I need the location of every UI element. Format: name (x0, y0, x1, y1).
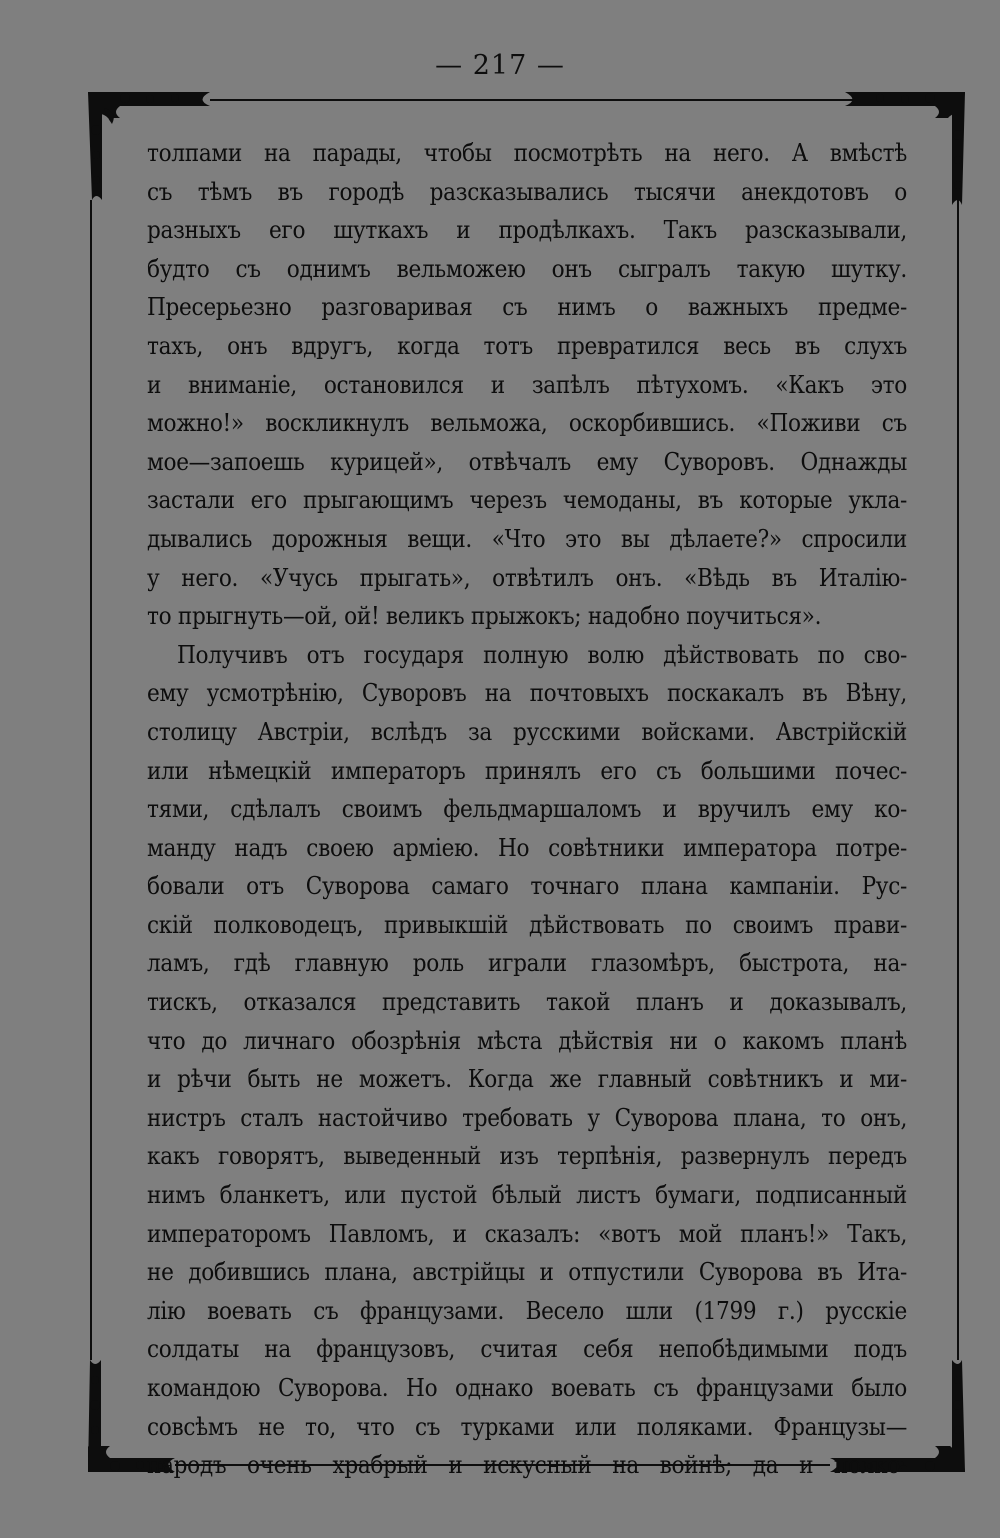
text-line: какъ говорятъ, выведенный изъ терпѣнія, развернулъ передъ (147, 1142, 907, 1171)
text-line: не добившись плана, австрійцы и отпустили Суворова въ Ита- (147, 1258, 907, 1287)
text-line: можно!» воскликнулъ вельможа, оскорбившись. «Поживи съ (147, 409, 907, 438)
text-line: и вниманіе, остановился и запѣлъ пѣтухомъ. «Какъ это (147, 370, 907, 399)
text-line: народъ очень храбрый и искусный на войнѣ; да и полко- (147, 1451, 907, 1480)
text-line: съ тѣмъ въ городѣ разсказывались тысячи анекдотовъ о (147, 177, 907, 206)
text-line: ему усмотрѣнію, Суворовъ на почтовыхъ поскакалъ въ Вѣну, (147, 679, 907, 708)
text-line: тями, сдѣлалъ своимъ фельдмаршаломъ и вручилъ ему ко- (147, 795, 907, 824)
text-line: и рѣчи быть не можетъ. Когда же главный совѣтникъ и ми- (147, 1065, 907, 1094)
text-line: Пресерьезно разговаривая съ нимъ о важныхъ предме- (147, 293, 907, 322)
text-line: лію воевать съ французами. Весело шли (1799 г.) русскіе (147, 1296, 907, 1325)
text-line: ламъ, гдѣ главную роль играли глазомѣръ, быстрота, на- (147, 949, 907, 978)
text-line: столицу Австріи, вслѣдъ за русскими войсками. Австрійскій (147, 717, 907, 746)
text-line: у него. «Учусь прыгать», отвѣтилъ онъ. «Вѣдь въ Италію- (147, 563, 907, 592)
text-line: бовали отъ Суворова самаго точнаго плана кампаніи. Рус- (147, 872, 907, 901)
text-line: совсѣмъ не то, что съ турками или поляками. Французы— (147, 1412, 907, 1441)
text-line: разныхъ его шуткахъ и продѣлкахъ. Такъ разсказывали, (147, 216, 907, 245)
text-line: или нѣмецкій императоръ принялъ его съ большими почес- (147, 756, 907, 785)
text-line: будто съ однимъ вельможею онъ сыгралъ такую шутку. (147, 254, 907, 283)
text-line: застали его прыгающимъ черезъ чемоданы, въ которые укла- (147, 486, 907, 515)
text-line: то прыгнуть—ой, ой! великъ прыжокъ; надобно поучиться». (147, 602, 822, 631)
text-line: что до личнаго обозрѣнія мѣста дѣйствія ни о какомъ планѣ (147, 1026, 907, 1055)
text-line: тахъ, онъ вдругъ, когда тотъ превратился весь въ слухъ (147, 331, 907, 360)
text-line: скій полководецъ, привыкшій дѣйствовать по своимъ прави- (147, 910, 907, 939)
text-line: манду надъ своею арміею. Но совѣтники императора потре- (147, 833, 907, 862)
body-text (147, 134, 907, 1485)
page-number: — 217 — (435, 50, 565, 81)
text-line: толпами на парады, чтобы посмотрѣть на него. А вмѣстѣ (147, 139, 907, 167)
text-line: нистръ сталъ настойчиво требовать у Суворова плана, то онъ, (147, 1103, 907, 1132)
text-line: нимъ бланкетъ, или пустой бѣлый листъ бумаги, подписанный (147, 1181, 907, 1210)
text-line: Получивъ отъ государя полную волю дѣйствовать по сво- (177, 640, 907, 669)
text-line: императоромъ Павломъ, и сказалъ: «вотъ мой планъ!» Такъ, (147, 1219, 907, 1248)
text-line: мое—запоешь курицей», отвѣчалъ ему Суворовъ. Однажды (147, 447, 907, 476)
text-line: командою Суворова. Но однако воевать съ французами было (147, 1374, 907, 1402)
text-line: тискъ, отказался представить такой планъ и доказывалъ, (147, 988, 907, 1017)
text-line: солдаты на французовъ, считая себя непобѣдимыми подъ (147, 1335, 907, 1364)
text-line: дывались дорожныя вещи. «Что это вы дѣлаете?» спросили (147, 524, 907, 553)
